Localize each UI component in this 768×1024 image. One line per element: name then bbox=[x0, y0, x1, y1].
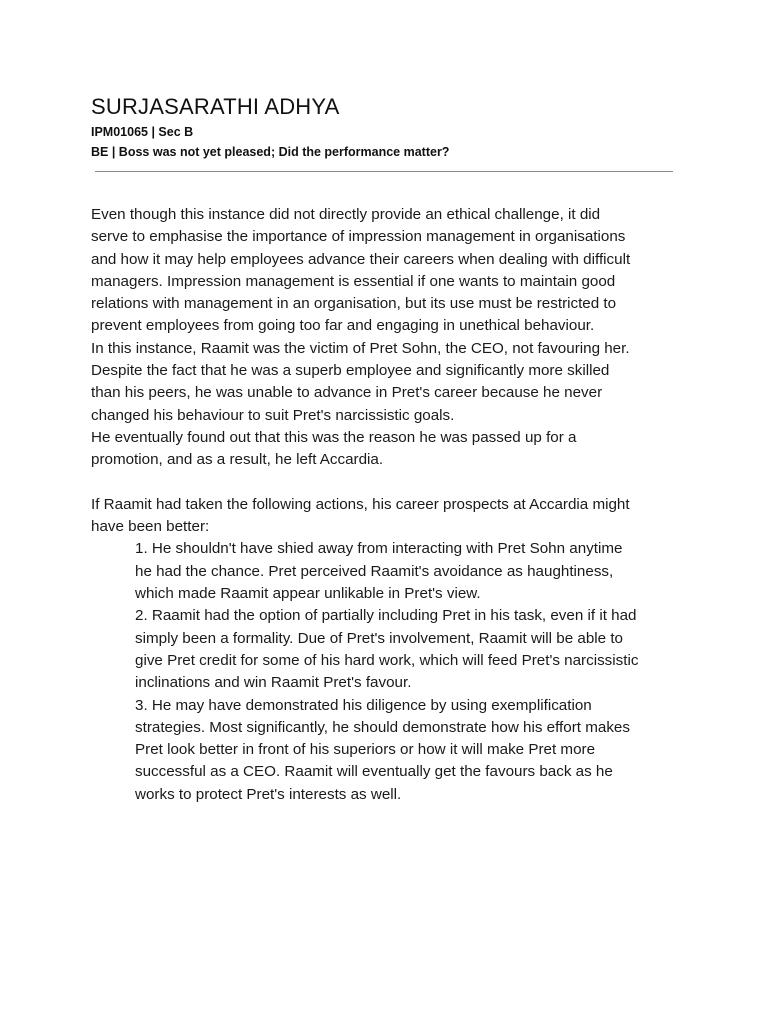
header-divider bbox=[95, 171, 673, 172]
list-item bbox=[135, 695, 691, 806]
text-line: and how it may help employees advance their careers when dealing with difficult bbox=[91, 250, 631, 268]
text-line: which made Raamit appear unlikable in Pret's view. bbox=[135, 585, 481, 603]
assignment-topic: BE | Boss was not yet pleased; Did the performance matter? bbox=[91, 145, 450, 159]
text-line: 3. He may have demonstrated his diligence by using exemplification bbox=[135, 696, 592, 714]
author-name-heading: SURJASARATHI ADHYA bbox=[91, 94, 340, 119]
paragraph-outcome bbox=[91, 427, 691, 472]
list-item bbox=[135, 605, 691, 694]
text-line: Even though this instance did not directly provide an ethical challenge, it did bbox=[91, 206, 601, 223]
text-line: promotion, and as a result, he left Accardia. bbox=[91, 451, 384, 469]
text-line: managers. Impression management is essential if one wants to maintain good bbox=[91, 272, 616, 290]
document-body bbox=[91, 204, 691, 806]
list-item bbox=[135, 538, 691, 605]
text-line: successful as a CEO. Raamit will eventually get the favours back as he bbox=[135, 763, 613, 781]
paragraph-intro bbox=[91, 204, 691, 338]
text-line: Despite the fact that he was a superb employee and significantly more skilled bbox=[91, 362, 610, 380]
numbered-list bbox=[91, 538, 691, 806]
text-line: than his peers, he was unable to advance in Pret's career because he never bbox=[91, 384, 603, 402]
text-line: prevent employees from going too far and engaging in unethical behaviour. bbox=[91, 317, 595, 335]
text-line: strategies. Most significantly, he should demonstrate how his effort makes bbox=[135, 718, 630, 736]
text-line: have been better: bbox=[91, 518, 210, 536]
text-line: changed his behaviour to suit Pret's narcissistic goals. bbox=[91, 406, 455, 424]
text-line: serve to emphasise the importance of impression management in organisations bbox=[91, 228, 626, 246]
text-line: relations with management in an organisation, but its use must be restricted to bbox=[91, 295, 617, 313]
text-line: he had the chance. Pret perceived Raamit's avoidance as haughtiness, bbox=[135, 562, 614, 580]
text-line: simply been a formality. Due of Pret's involvement, Raamit will be able to bbox=[135, 629, 623, 647]
paragraph-actions-intro bbox=[91, 494, 691, 539]
text-line: 2. Raamit had the option of partially including Pret in his task, even if it had bbox=[135, 607, 637, 625]
text-line: inclinations and win Raamit Pret's favour. bbox=[135, 674, 412, 692]
student-id-section: IPM01065 | Sec B bbox=[91, 125, 194, 139]
text-line: If Raamit had taken the following actions, his career prospects at Accardia might bbox=[91, 495, 630, 513]
paragraph-gap bbox=[91, 472, 691, 494]
text-line: Pret look better in front of his superiors or how it will make Pret more bbox=[135, 741, 596, 759]
text-line: He eventually found out that this was the reason he was passed up for a bbox=[91, 428, 577, 446]
text-line: In this instance, Raamit was the victim of Pret Sohn, the CEO, not favouring her. bbox=[91, 339, 630, 357]
paragraph-instance bbox=[91, 338, 691, 427]
text-line: works to protect Pret's interests as well. bbox=[135, 785, 402, 803]
text-line: 1. He shouldn't have shied away from interacting with Pret Sohn anytime bbox=[135, 540, 623, 558]
text-line: give Pret credit for some of his hard work, which will feed Pret's narcissistic bbox=[135, 651, 639, 669]
